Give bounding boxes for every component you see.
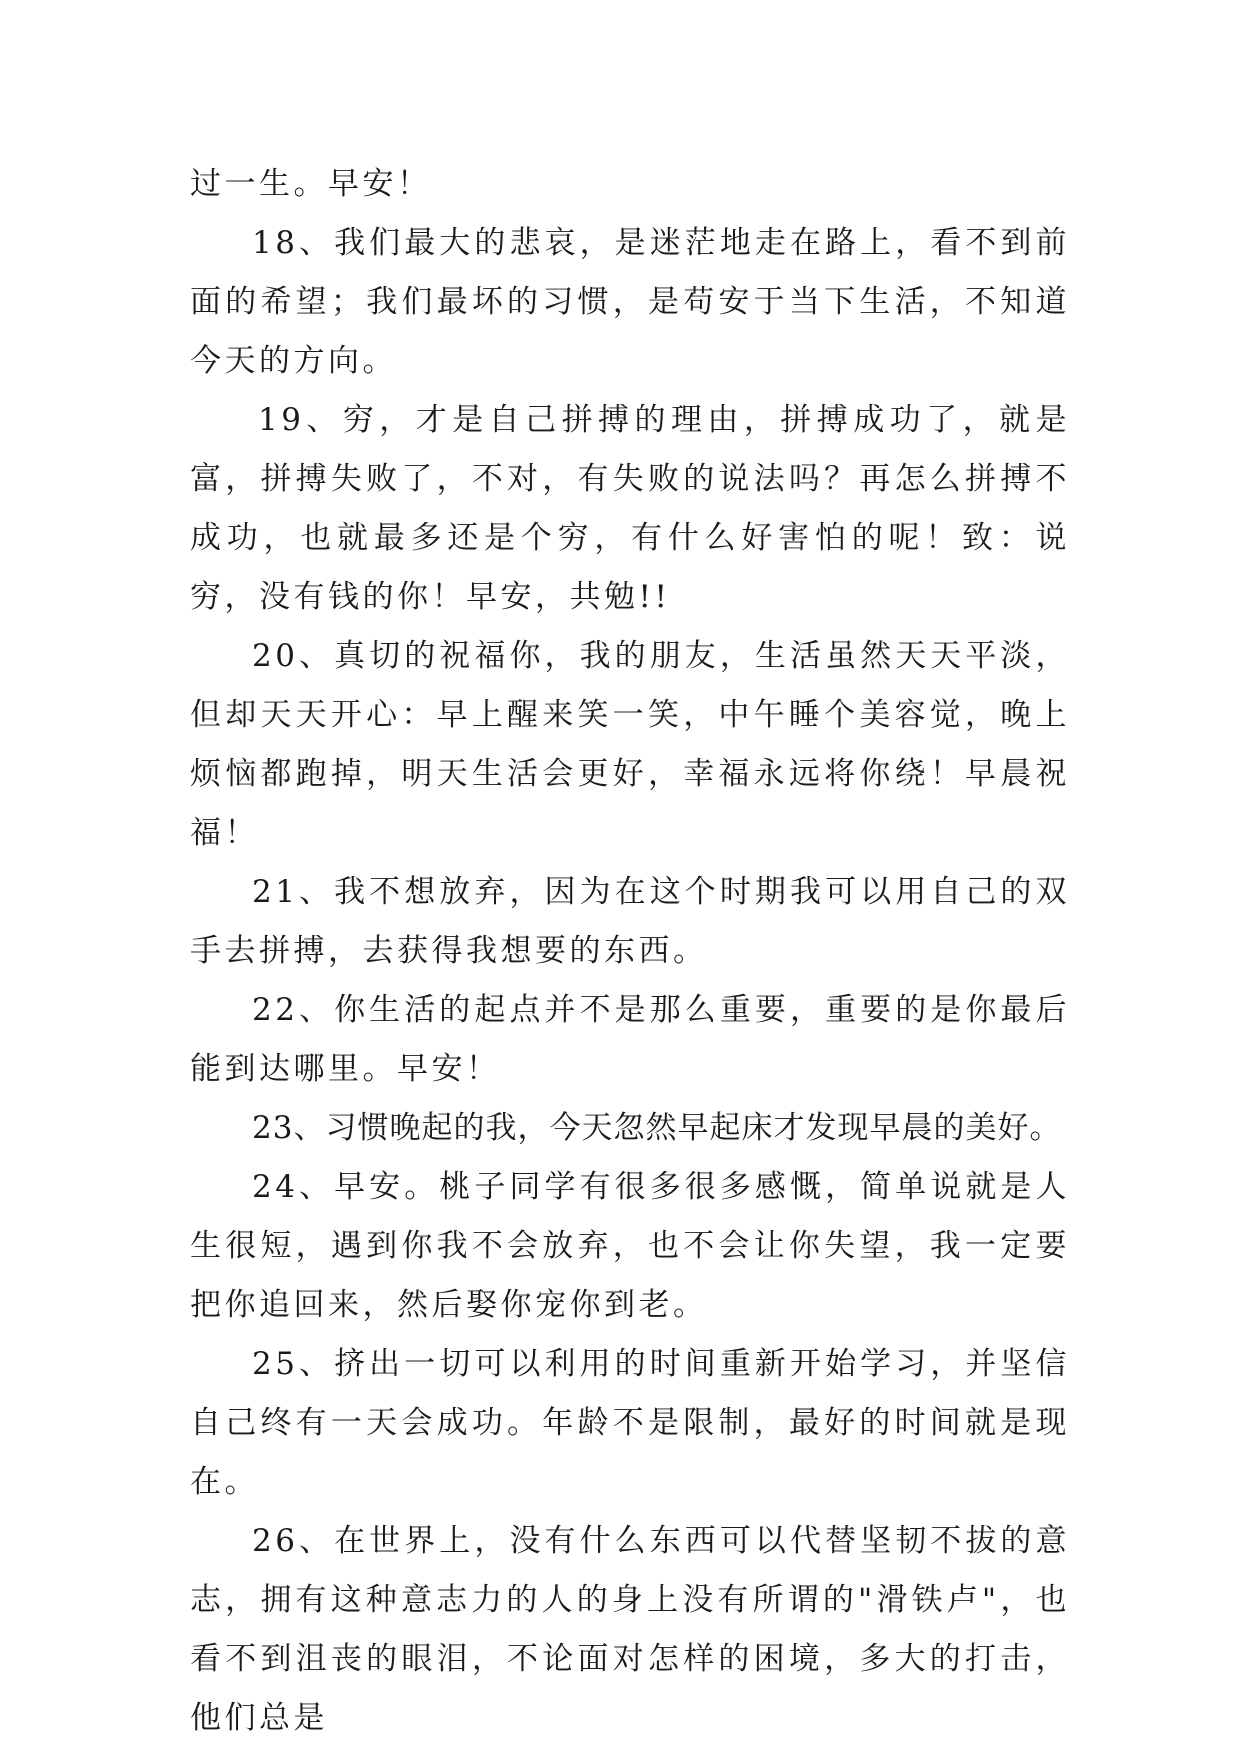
paragraph-26: 26、在世界上，没有什么东西可以代替坚韧不拔的意志，拥有这种意志力的人的身上没有所谓的"滑铁卢"，也看不到沮丧的眼泪，不论面对怎样的困境，多大的打击，他们总是 — [190, 1523, 1070, 1736]
paragraph-24: 24、早安。桃子同学有很多很多感慨，简单说就是人生很短，遇到你我不会放弃，也不会让你失望，我一定要把你追回来，然后娶你宠你到老。 — [190, 1169, 1070, 1323]
paragraph-20: 20、真切的祝福你，我的朋友，生活虽然天天平淡，但却天天开心：早上醒来笑一笑，中午睡个美容觉，晚上烦恼都跑掉，明天生活会更好，幸福永远将你绕！早晨祝福！ — [190, 638, 1070, 851]
document-body — [190, 155, 1070, 1748]
paragraph-23: 23、习惯晚起的我，今天忽然早起床才发现早晨的美好。 — [252, 1110, 1062, 1146]
paragraph-25: 25、挤出一切可以利用的时间重新开始学习，并坚信自己终有一天会成功。年龄不是限制，最好的时间就是现在。 — [190, 1346, 1070, 1500]
paragraph-18: 18、我们最大的悲哀，是迷茫地走在路上，看不到前面的希望；我们最坏的习惯，是苟安于当下生活，不知道今天的方向。 — [190, 225, 1070, 379]
paragraph-17-end: 过一生。早安！ — [190, 166, 432, 202]
paragraph-19: 19、穷，才是自己拼搏的理由，拼搏成功了，就是富，拼搏失败了，不对，有失败的说法吗？再怎么拼搏不成功，也就最多还是个穷，有什么好害怕的呢！致：说穷，没有钱的你！早安，共勉!! — [190, 402, 1070, 615]
paragraph-21: 21、我不想放弃，因为在这个时期我可以用自己的双手去拼搏，去获得我想要的东西。 — [190, 874, 1070, 969]
paragraph-22: 22、你生活的起点并不是那么重要，重要的是你最后能到达哪里。早安！ — [190, 992, 1070, 1087]
